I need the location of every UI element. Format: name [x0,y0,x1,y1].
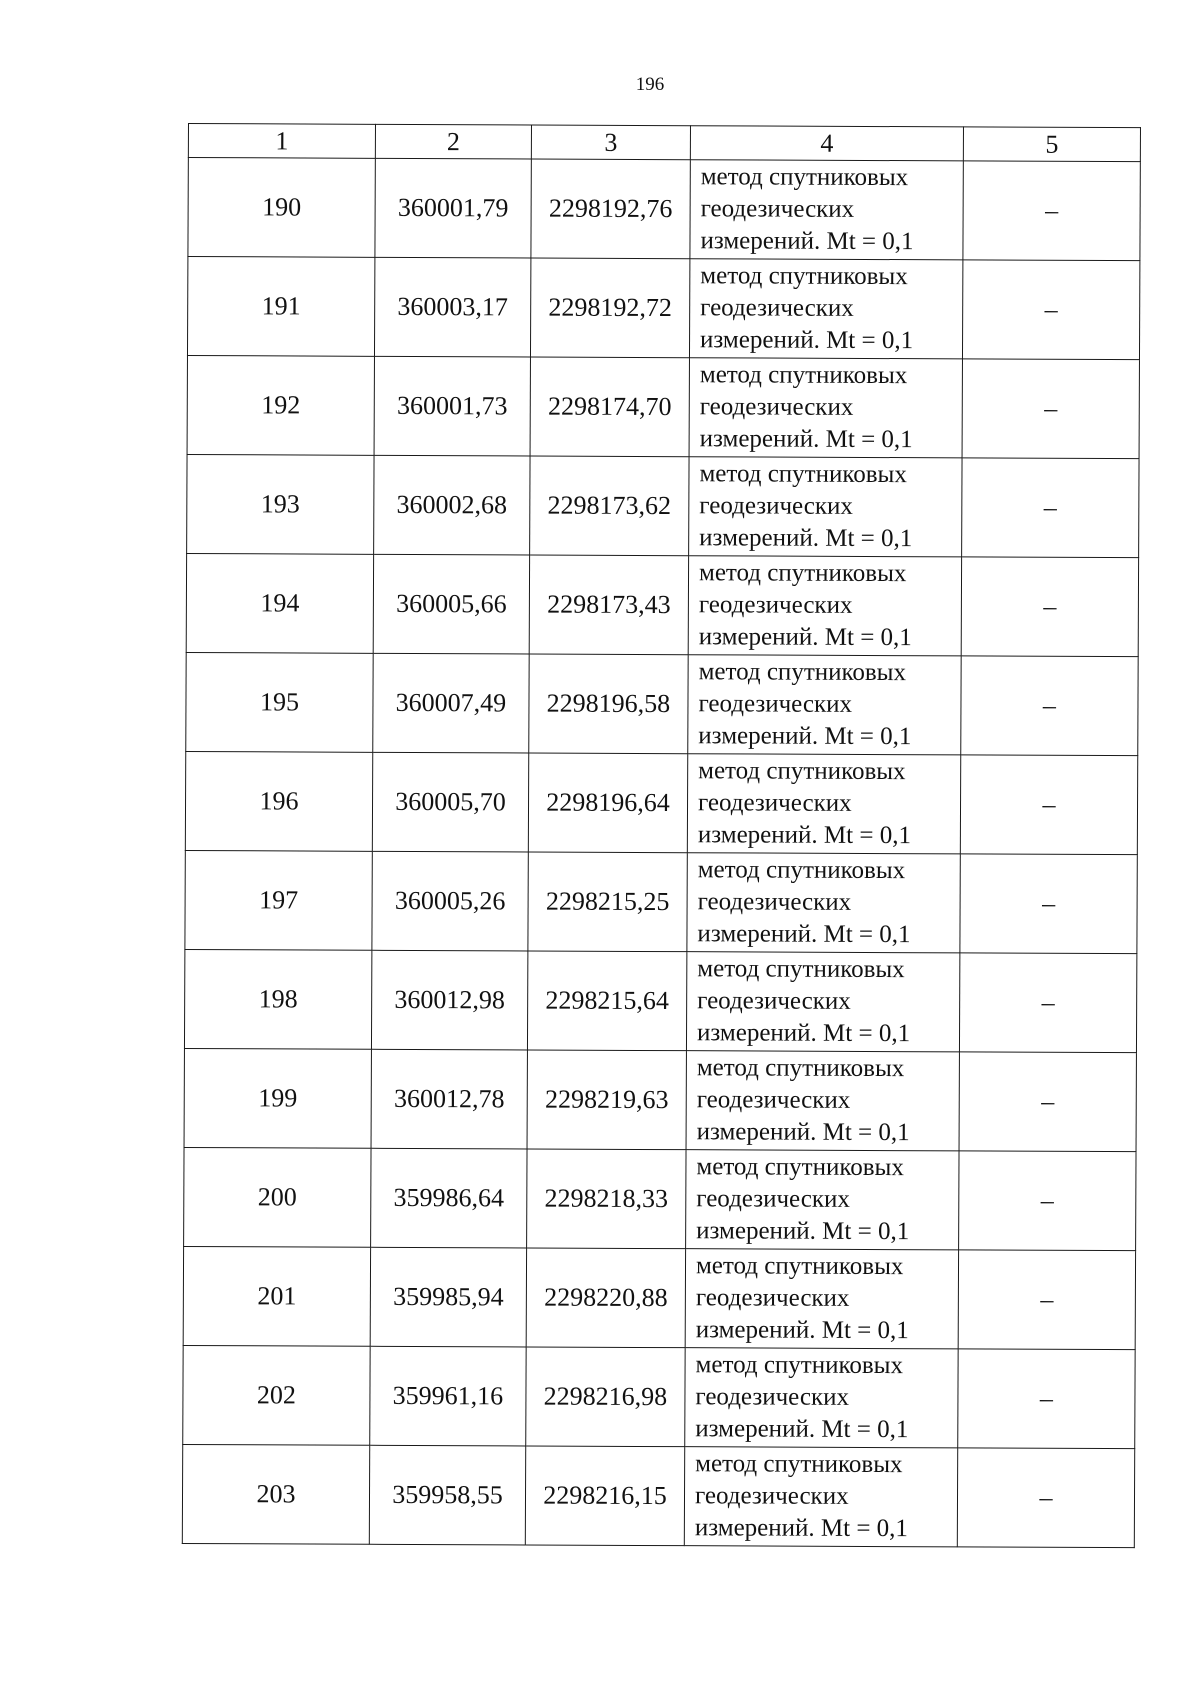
header-col-5: 5 [963,127,1140,162]
method-text-line: геодезических [694,1482,849,1510]
method-text-line: геодезических [697,888,852,916]
note-cell: – [959,1052,1136,1152]
method-text-line: метод спутниковых [700,163,909,192]
table-row [186,553,1138,656]
method-text-line: геодезических [698,690,853,718]
x-coordinate-cell: 360003,17 [374,257,530,357]
method-text-line: геодезических [695,1284,850,1312]
method-cell [685,1348,958,1448]
method-text-line: метод спутниковых [695,1252,904,1281]
method-text-line: измерений. Mt = 0,1 [695,1415,909,1444]
method-cell [687,754,960,854]
point-number-cell: 192 [187,355,374,455]
x-coordinate-cell: 360001,79 [375,158,531,258]
point-number-cell: 191 [187,257,374,357]
method-cell [689,259,962,359]
x-coordinate-cell: 359961,16 [370,1346,526,1446]
x-coordinate-cell: 359986,64 [371,1148,527,1248]
method-text-line: метод спутниковых [699,361,908,390]
y-coordinate-cell: 2298218,33 [527,1149,686,1249]
method-text-line: геодезических [695,1383,850,1411]
page-number: 196 [635,74,665,95]
x-coordinate-cell: 360012,98 [371,950,527,1050]
point-number-cell: 201 [183,1246,370,1346]
method-text-line: метод спутниковых [699,460,907,489]
y-coordinate-cell: 2298174,70 [530,357,689,457]
note-cell: – [962,260,1139,360]
note-cell: – [958,1250,1135,1350]
method-text-line: метод спутниковых [695,1351,904,1380]
y-coordinate-cell: 2298219,63 [527,1050,686,1150]
table-row [187,257,1139,360]
method-text-line: геодезических [696,1086,851,1114]
x-coordinate-cell: 359985,94 [370,1247,526,1347]
x-coordinate-cell: 360005,66 [373,554,529,654]
x-coordinate-cell: 359958,55 [369,1445,525,1545]
method-text-line: измерений. Mt = 0,1 [699,524,913,553]
table-row [188,158,1140,261]
note-cell: – [963,161,1140,261]
method-text-line: метод спутниковых [696,1054,905,1083]
x-coordinate-cell: 360005,70 [372,752,528,852]
method-text-line: метод спутниковых [696,1153,904,1182]
method-cell [688,655,961,755]
method-text-line: измерений. Mt = 0,1 [696,1217,910,1246]
method-text-line: измерений. Mt = 0,1 [700,326,914,355]
table-row [182,1444,1134,1547]
method-text-line: геодезических [697,789,852,817]
method-text-line: метод спутниковых [700,262,908,291]
method-text-line: измерений. Mt = 0,1 [696,1118,910,1147]
x-coordinate-cell: 360012,78 [371,1049,527,1149]
table-row [187,454,1139,557]
point-number-cell: 199 [184,1048,371,1148]
y-coordinate-cell: 2298192,76 [531,159,690,259]
point-number-cell: 197 [185,850,372,950]
point-number-cell: 202 [183,1345,370,1445]
table-row [187,355,1139,458]
x-coordinate-cell: 360002,68 [374,455,530,555]
method-text-line: измерений. Mt = 0,1 [697,920,911,949]
method-text-line: геодезических [700,294,854,322]
method-text-line: геодезических [700,195,855,223]
header-col-1: 1 [188,124,375,159]
point-number-cell: 203 [182,1444,369,1544]
y-coordinate-cell: 2298215,64 [527,951,686,1051]
method-text-line: измерений. Mt = 0,1 [699,425,913,454]
method-text-line: измерений. Mt = 0,1 [697,821,912,850]
x-coordinate-cell: 360001,73 [374,356,530,456]
method-cell [689,358,962,458]
method-cell [686,1051,959,1151]
method-text-line: геодезических [699,492,853,520]
table-row [186,652,1138,755]
method-cell [688,556,961,656]
point-number-cell: 196 [185,751,372,851]
method-text-line: геодезических [697,987,851,1015]
table-row [185,850,1137,953]
header-col-4: 4 [690,126,963,161]
method-cell [686,1150,959,1250]
note-cell: – [960,854,1137,954]
coordinates-table [182,123,1141,1548]
note-cell: – [959,953,1136,1053]
method-text-line: геодезических [698,591,853,619]
note-cell: – [959,1151,1136,1251]
point-number-cell: 200 [184,1147,371,1247]
method-text-line: метод спутниковых [695,1450,903,1479]
point-number-cell: 190 [188,158,375,258]
method-text-line: измерений. Mt = 0,1 [695,1316,909,1345]
x-coordinate-cell: 360007,49 [373,653,529,753]
method-text-line: метод спутниковых [698,658,907,687]
header-row [188,124,1140,162]
table-row [184,1147,1136,1250]
table-row [183,1345,1135,1448]
table-row [185,751,1137,854]
table-row [183,1246,1135,1349]
method-text-line: геодезических [696,1185,850,1213]
table-header [188,124,1140,162]
method-cell [685,1249,958,1349]
table-body [182,158,1140,1548]
y-coordinate-cell: 2298192,72 [530,258,689,358]
note-cell: – [962,359,1139,459]
method-text-line: измерений. Mt = 0,1 [698,722,912,751]
method-cell [689,457,962,557]
note-cell: – [957,1448,1134,1548]
method-text-line: метод спутниковых [698,559,907,588]
point-number-cell: 198 [184,949,371,1049]
method-cell [684,1447,957,1547]
table-row [184,949,1136,1052]
method-text-line: метод спутниковых [697,856,906,885]
method-text-line: измерений. Mt = 0,1 [700,227,914,256]
note-cell: – [961,656,1138,756]
method-text-line: измерений. Mt = 0,1 [698,623,912,652]
point-number-cell: 195 [186,652,373,752]
y-coordinate-cell: 2298220,88 [526,1248,685,1348]
method-cell [690,160,963,260]
header-col-3: 3 [531,125,690,160]
note-cell: – [961,557,1138,657]
method-cell [687,853,960,953]
method-text-line: измерений. Mt = 0,1 [696,1019,911,1048]
y-coordinate-cell: 2298215,25 [528,852,687,952]
method-cell [686,952,959,1052]
point-number-cell: 194 [186,553,373,653]
method-text-line: метод спутниковых [698,757,906,786]
method-text-line: измерений. Mt = 0,1 [694,1514,909,1543]
y-coordinate-cell: 2298216,15 [525,1446,684,1546]
note-cell: – [960,755,1137,855]
method-text-line: геодезических [699,393,854,421]
x-coordinate-cell: 360005,26 [372,851,528,951]
y-coordinate-cell: 2298173,43 [529,555,688,655]
y-coordinate-cell: 2298216,98 [526,1347,685,1447]
y-coordinate-cell: 2298196,64 [528,753,687,853]
method-text-line: метод спутниковых [697,955,905,984]
note-cell: – [958,1349,1135,1449]
y-coordinate-cell: 2298196,58 [529,654,688,754]
header-col-2: 2 [375,124,531,159]
note-cell: – [962,458,1139,558]
point-number-cell: 193 [187,454,374,554]
y-coordinate-cell: 2298173,62 [530,456,689,556]
table-row [184,1048,1136,1151]
